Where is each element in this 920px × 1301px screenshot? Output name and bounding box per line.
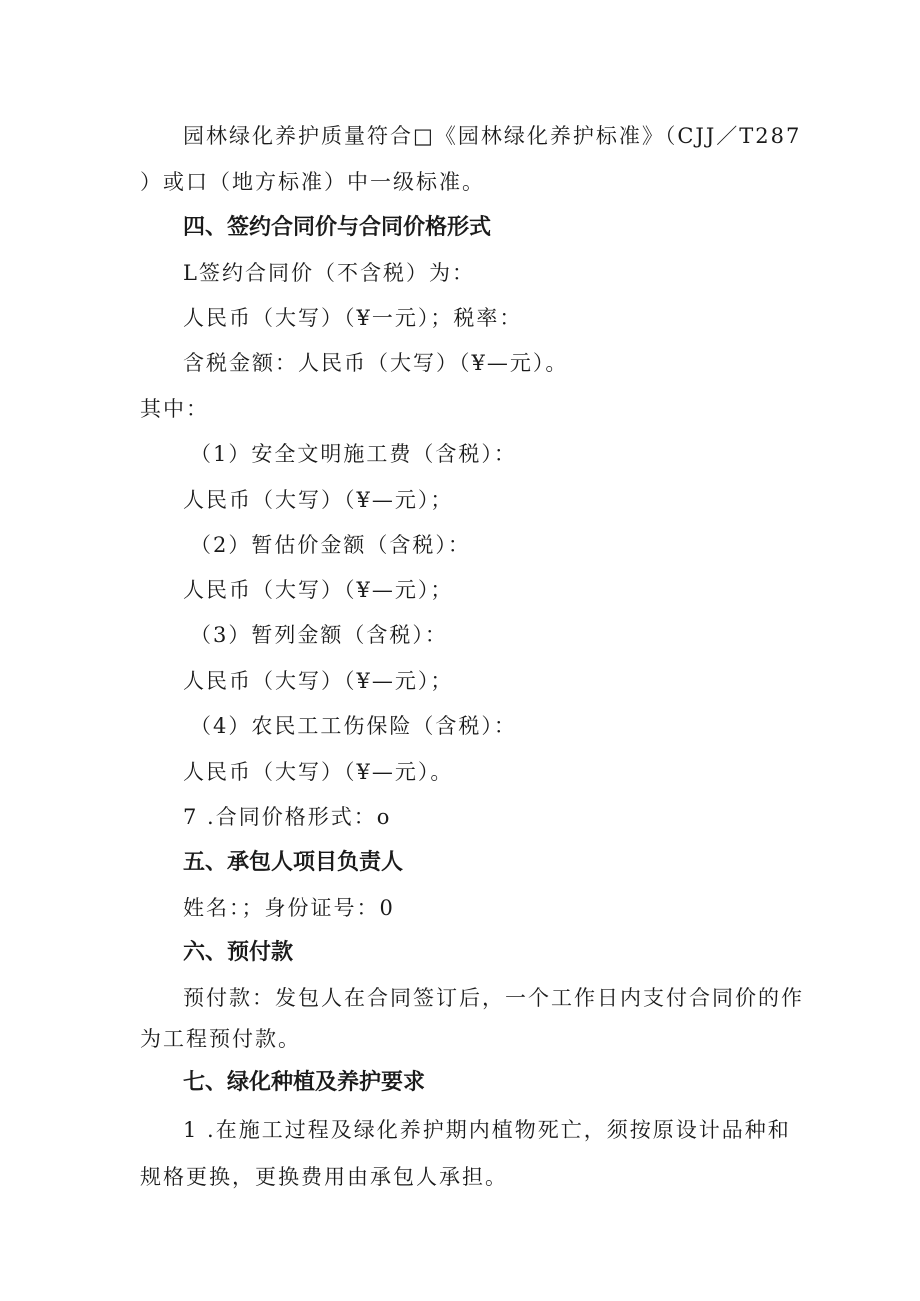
standard-compliance-line: 园林绿化养护质量符合□《园林绿化养护标准》（CJJ／T287 [183, 124, 802, 148]
section-heading-4: 四、签约合同价与合同价格形式 [183, 215, 492, 240]
standard-compliance-line-cont: ）或口（地方标准）中一级标准。 [140, 170, 485, 194]
tax-included-amount-line: 含税金额：人民币（大写）（¥—元）。 [183, 351, 569, 375]
contract-price-line: L签约合同价（不含税）为： [183, 261, 475, 285]
plant-replacement-line-cont: 规格更换，更换费用由承包人承担。 [140, 1165, 508, 1189]
safety-fee-amount: 人民币（大写）（¥—元）； [183, 488, 454, 512]
injury-insurance-line: （4）农民工工伤保险（含税）： [190, 714, 517, 738]
section-heading-7: 七、绿化种植及养护要求 [183, 1070, 426, 1095]
section-heading-6: 六、预付款 [183, 940, 294, 965]
plant-replacement-line: 1 .在施工过程及绿化养护期内植物死亡，须按原设计品种和 [183, 1118, 791, 1142]
provisional-price-line: （2）暂估价金额（含税）： [190, 533, 471, 557]
price-form-line: 7 .合同价格形式：o [183, 805, 392, 829]
safety-fee-line: （1）安全文明施工费（含税）： [190, 442, 517, 466]
provisional-price-amount: 人民币（大写）（¥—元）； [183, 578, 454, 602]
manager-name-id-line: 姓名：；身份证号：0 [183, 896, 395, 920]
among-which-label: 其中： [140, 397, 209, 421]
provisional-sum-amount: 人民币（大写）（¥—元）； [183, 669, 454, 693]
rmb-tax-rate-line: 人民币（大写）（¥一元）；税率： [183, 306, 523, 330]
provisional-sum-line: （3）暂列金额（含税）： [190, 623, 448, 647]
advance-payment-line-cont: 为工程预付款。 [140, 1027, 301, 1051]
advance-payment-line: 预付款：发包人在合同签订后，一个工作日内支付合同价的作 [183, 986, 804, 1010]
injury-insurance-amount: 人民币（大写）（¥—元）。 [183, 760, 454, 784]
section-heading-5: 五、承包人项目负责人 [183, 850, 404, 875]
